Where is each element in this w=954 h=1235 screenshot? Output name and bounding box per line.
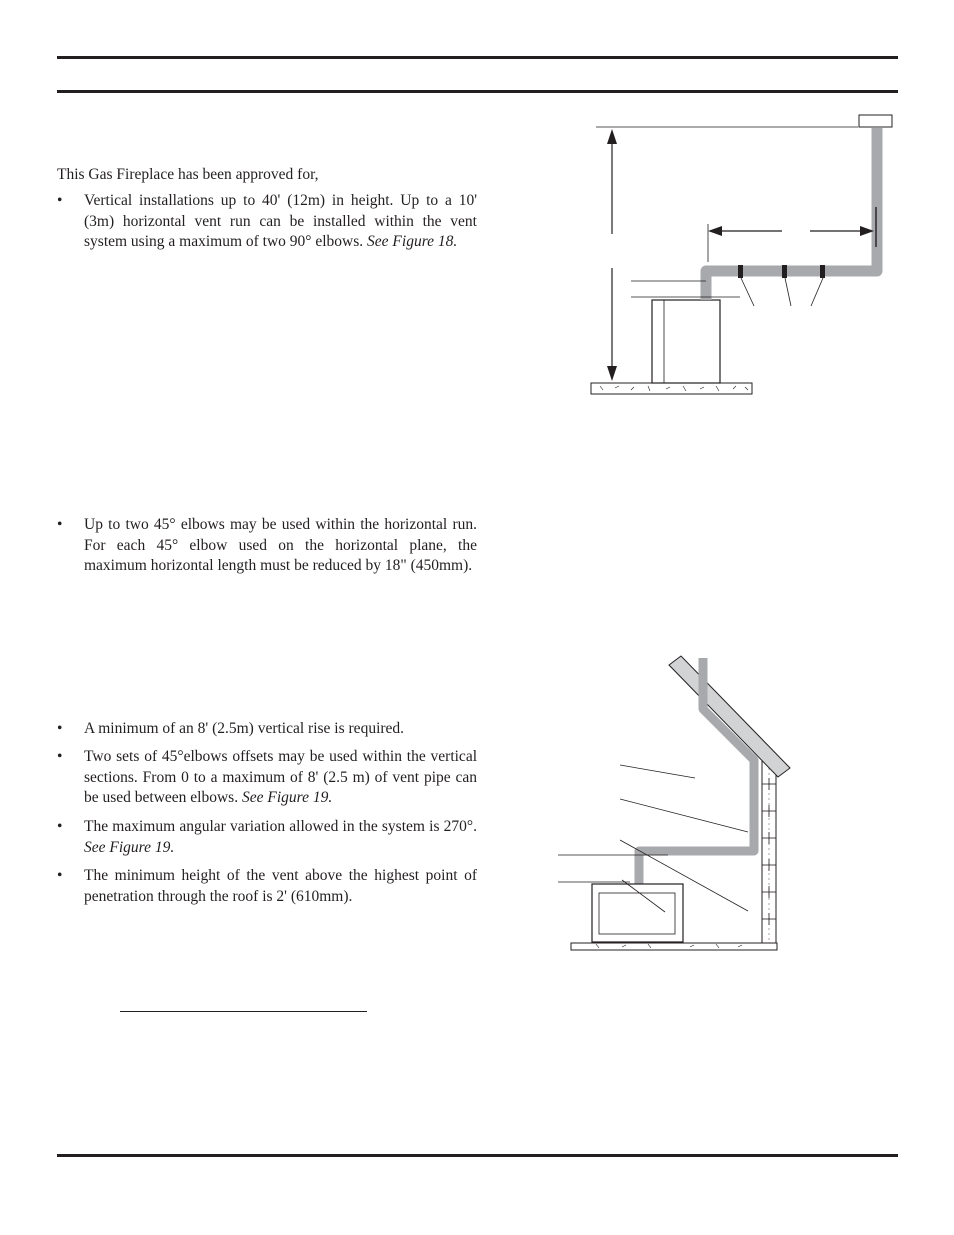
figure-ref: See Figure 19. — [84, 838, 175, 856]
bullet-dot: • — [57, 720, 63, 737]
bullet-vertical-rise: • A minimum of an 8' (2.5m) vertical rise is required. — [57, 719, 477, 740]
bullet-dot: • — [57, 516, 63, 533]
fireplace-glass — [599, 893, 675, 934]
intro-text: This Gas Fireplace has been approved for, — [57, 166, 319, 183]
bullet-dot: • — [57, 748, 63, 765]
bullet-dot: • — [57, 867, 63, 884]
bullet-offsets: • Two sets of 45°elbows offsets may be used within the vertical sections. From 0 to a maximum of 8' (2.5 m) of vent pipe can be used between elbows. See Figure 19. — [57, 748, 477, 806]
bullet-angular-variation: • The maximum angular variation allowed in the system is 270°. See Figure 19. — [57, 818, 477, 856]
bullet-dot: • — [57, 192, 63, 209]
figure-ref: See Figure 18. — [367, 233, 458, 250]
bullet-45-elbows: • Up to two 45° elbows may be used within the horizontal run. For each 45° elbow used on the horizontal plane, the maximum horizontal length must be reduced by 18" (450mm). — [57, 516, 477, 574]
bullet-dot: • — [57, 818, 63, 835]
bullet-vertical-installations: • Vertical installations up to 40' (12m) in height. Up to a 10' (3m) horizontal vent run can be installed within the vent system using a maximum of two 90° elbows. See Figure 18. — [57, 192, 477, 250]
figure-ref: See Figure 19. — [241, 789, 333, 806]
bullet-min-height: • The minimum height of the vent above the highest point of penetration through the roof is 2' (610mm). — [57, 867, 477, 905]
floor-slab — [571, 943, 777, 950]
roof-section — [669, 656, 790, 777]
